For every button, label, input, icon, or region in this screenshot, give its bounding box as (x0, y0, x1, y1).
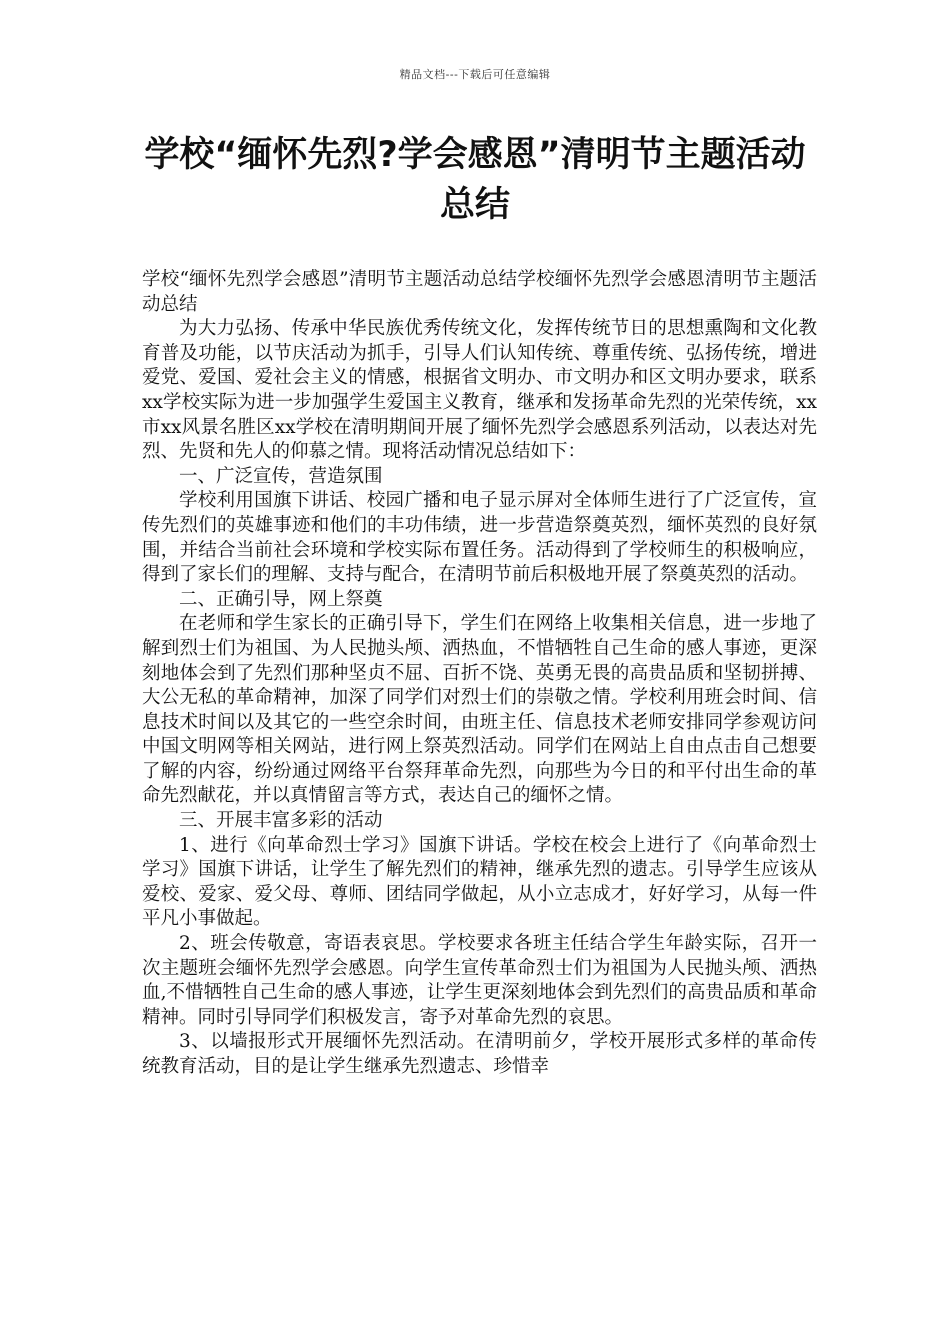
section-heading: 一、广泛宣传，营造氛围 (179, 465, 383, 487)
intro-paragraph: 学校“缅怀先烈学会感恩”清明节主题活动总结学校缅怀先烈学会感恩清明节主题活动总结 (142, 269, 817, 315)
document-body (142, 268, 817, 1080)
body-paragraph: 2、班会传敬意，寄语表哀思。学校要求各班主任结合学生年龄实际，召开一次主题班会缅怀先烈学会感恩。向学生宣传革命烈士们为祖国为人民抛头颅、洒热血,不惜牺牲自己生命的感人事迹，让学生更深刻地体会到先烈们的高贵品质和革命精神。同时引导同学们积极发言，寄予对革命先烈的哀思。 (142, 933, 817, 1028)
section-heading: 三、开展丰富多彩的活动 (179, 810, 383, 832)
body-paragraph: 为大力弘扬、传承中华民族优秀传统文化，发挥传统节日的思想熏陶和文化教育普及功能，以节庆活动为抓手，引导人们认知传统、尊重传统、弘扬传统，增进爱党、爱国、爱社会主义的情感，根据省文明办、市文明办和区文明办要求，联系xx学校实际为进一步加强学生爱国主义教育，继承和发扬革命先烈的光荣传统，xx市xx风景名胜区xx学校在清明期间开展了缅怀先烈学会感恩系列活动，以表达对先烈、先贤和先人的仰慕之情。现将活动情况总结如下： (142, 318, 817, 463)
section-heading: 二、正确引导，网上祭奠 (179, 588, 383, 610)
body-paragraph: 3、以墙报形式开展缅怀先烈活动。在清明前夕，学校开展形式多样的革命传统教育活动，目的是让学生继承先烈遗志、珍惜幸 (142, 1031, 817, 1077)
body-paragraph: 1、进行《向革命烈士学习》国旗下讲话。学校在校会上进行了《向革命烈士学习》国旗下讲话，让学生了解先烈们的精神，继承先烈的遗志。引导学生应该从爱校、爱家、爱父母、尊师、团结同学做起，从小立志成才，好好学习，从每一件平凡小事做起。 (142, 834, 817, 930)
document-title: 学校“缅怀先烈?学会感恩”清明节主题活动总结 (144, 135, 806, 225)
header-note: 精品文档---下载后可任意编辑 (399, 68, 551, 81)
body-paragraph: 在老师和学生家长的正确引导下，学生们在网络上收集相关信息，进一步地了解到烈士们为祖国、为人民抛头颅、洒热血，不惜牺牲自己生命的感人事迹，更深刻地体会到了先烈们那种坚贞不屈、百折不饶、英勇无畏的高贵品质和坚韧拼搏、大公无私的革命精神，加深了同学们对烈士们的崇敬之情。学校利用班会时间、信息技术时间以及其它的一些空余时间，由班主任、信息技术老师安排同学参观访问中国文明网等相关网站，进行网上祭英烈活动。同学们在网站上自由点击自己想要了解的内容，纷纷通过网络平台祭拜革命先烈，向那些为今日的和平付出生命的革命先烈献花，并以真情留言等方式，表达自己的缅怀之情。 (142, 613, 817, 807)
body-paragraph: 学校利用国旗下讲话、校园广播和电子显示屏对全体师生进行了广泛宣传，宣传先烈们的英雄事迹和他们的丰功伟绩，进一步营造祭奠英烈，缅怀英烈的良好氛围，并结合当前社会环境和学校实际布置任务。活动得到了学校师生的积极响应，得到了家长们的理解、支持与配合，在清明节前后积极地开展了祭奠英烈的活动。 (142, 490, 817, 586)
